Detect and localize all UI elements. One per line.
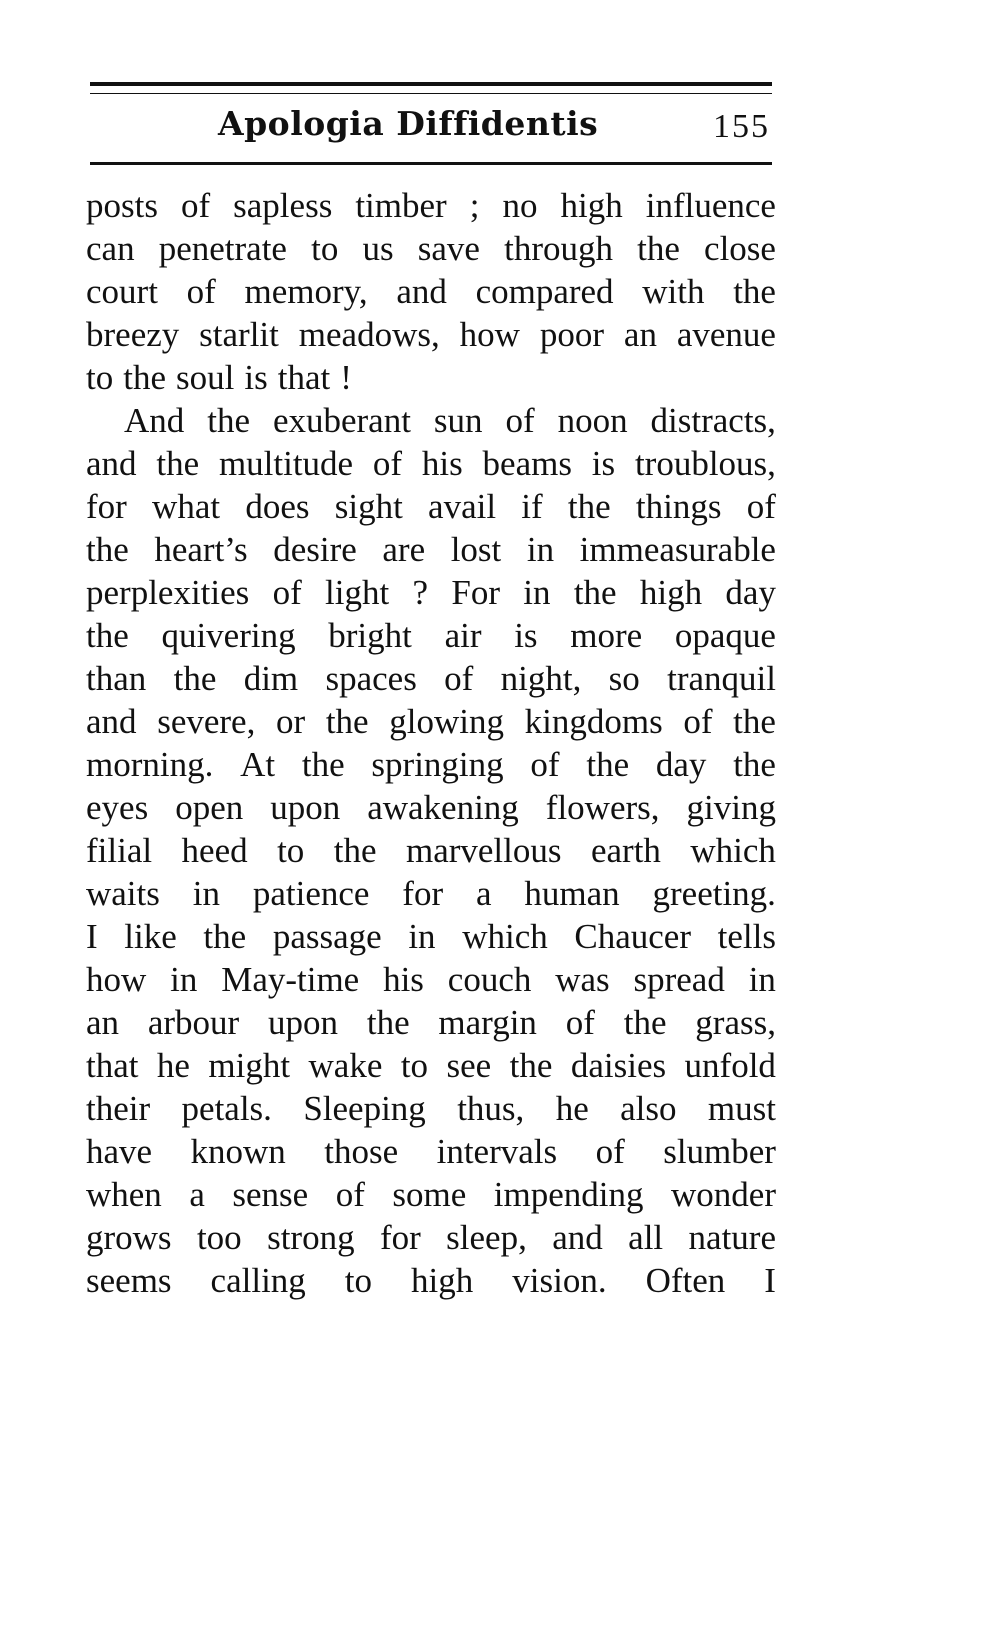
word: petals.: [181, 1089, 272, 1128]
word: quivering: [161, 616, 296, 655]
word: strong: [267, 1218, 355, 1257]
word: is: [591, 444, 616, 483]
word: heed: [181, 831, 248, 870]
text-line: [86, 872, 776, 915]
word: of: [335, 1175, 365, 1214]
word: perplexities: [86, 573, 250, 612]
word: tranquil: [667, 659, 776, 698]
word: of: [746, 487, 776, 526]
word: some: [392, 1175, 467, 1214]
word: kingdoms: [524, 702, 663, 741]
word: upon: [270, 788, 341, 827]
word: the: [156, 444, 200, 483]
word: high: [411, 1261, 474, 1300]
word: upon: [268, 1003, 339, 1042]
word: severe,: [157, 702, 256, 741]
word: awakening: [367, 788, 519, 827]
top-rule-thin: [90, 93, 772, 94]
word: calling: [210, 1261, 306, 1300]
word: the: [366, 1003, 410, 1042]
word: daisies: [570, 1046, 667, 1085]
word: too: [196, 1218, 242, 1257]
word: impending: [493, 1175, 644, 1214]
word: save: [417, 229, 480, 268]
word: all: [628, 1218, 664, 1257]
body-text: [86, 184, 776, 1302]
text-line: [86, 1044, 776, 1087]
word: his: [383, 960, 424, 999]
word: no: [502, 186, 538, 225]
word: day: [725, 573, 776, 612]
word: see: [446, 1046, 492, 1085]
word: morning.: [86, 745, 214, 784]
word: night,: [500, 659, 582, 698]
word: an: [86, 1003, 120, 1042]
word: spaces: [325, 659, 417, 698]
word: the: [86, 616, 129, 655]
word: sapless: [233, 186, 333, 225]
word: day: [655, 745, 707, 784]
text-line: [86, 1087, 776, 1130]
word: the: [623, 1003, 667, 1042]
word: unfold: [684, 1046, 776, 1085]
word: for: [402, 874, 444, 913]
word: ;: [469, 186, 480, 225]
word: seems: [86, 1261, 172, 1300]
text-line: [86, 958, 776, 1001]
word: heart’s: [154, 530, 248, 569]
word: of: [530, 745, 560, 784]
word: meadows,: [298, 315, 440, 354]
word: nature: [688, 1218, 776, 1257]
word: breezy: [86, 315, 180, 354]
word: waits: [86, 874, 160, 913]
word: and: [86, 444, 137, 483]
text-line: [86, 700, 776, 743]
word: than: [86, 659, 147, 698]
word: in: [170, 960, 198, 999]
word: are: [382, 530, 426, 569]
running-title: Apologia Diffidentis: [218, 104, 599, 143]
word: he: [555, 1089, 589, 1128]
word: light: [325, 573, 390, 612]
word: to: [86, 358, 114, 397]
word: the: [637, 229, 680, 268]
word: have: [86, 1132, 153, 1171]
word: how: [459, 315, 520, 354]
word: the: [333, 831, 377, 870]
word: the: [509, 1046, 553, 1085]
text-line: [86, 1173, 776, 1216]
word: compared: [475, 272, 614, 311]
word: in: [526, 530, 555, 569]
word: of: [180, 186, 211, 225]
word: Sleeping: [303, 1089, 426, 1128]
word: of: [372, 444, 403, 483]
word: timber: [355, 186, 447, 225]
word: the: [733, 272, 776, 311]
word: is: [514, 616, 538, 655]
word: to: [277, 831, 305, 870]
word: glowing: [389, 702, 504, 741]
text-line: [86, 485, 776, 528]
text-line: [86, 313, 776, 356]
text-line: [86, 829, 776, 872]
word: the: [203, 917, 247, 956]
word: or: [276, 702, 306, 741]
word: avenue: [676, 315, 776, 354]
word: filial: [86, 831, 153, 870]
text-line: [86, 528, 776, 571]
word: things: [635, 487, 722, 526]
word: !: [340, 358, 352, 397]
word: Often: [645, 1261, 726, 1300]
word: does: [245, 487, 310, 526]
word: sun: [433, 401, 483, 440]
word: which: [462, 917, 548, 956]
word: slumber: [663, 1132, 776, 1171]
text-line: [86, 1216, 776, 1259]
text-line: [86, 1130, 776, 1173]
word: can: [86, 229, 135, 268]
word: For: [451, 573, 500, 612]
word: close: [704, 229, 776, 268]
word: memory,: [244, 272, 368, 311]
word: springing: [371, 745, 504, 784]
text-line: [86, 184, 776, 227]
top-rule-thick: [90, 82, 772, 86]
word: those: [324, 1132, 399, 1171]
word: and: [552, 1218, 603, 1257]
word: open: [175, 788, 244, 827]
word: that: [277, 358, 331, 397]
word: penetrate: [158, 229, 287, 268]
word: patience: [252, 874, 370, 913]
word: with: [642, 272, 705, 311]
word: and: [396, 272, 447, 311]
word: I: [764, 1261, 776, 1300]
word: May-time: [221, 960, 360, 999]
word: which: [690, 831, 776, 870]
text-line: [86, 657, 776, 700]
word: beams: [482, 444, 572, 483]
word: grows: [86, 1218, 172, 1257]
text-line: [86, 1259, 776, 1302]
word: must: [707, 1089, 776, 1128]
word: of: [272, 573, 302, 612]
word: posts: [86, 186, 158, 225]
word: margin: [438, 1003, 537, 1042]
word: And: [124, 401, 185, 440]
word: the: [586, 745, 630, 784]
text-line: [86, 743, 776, 786]
word: wake: [308, 1046, 383, 1085]
word: the: [301, 745, 345, 784]
word: was: [555, 960, 610, 999]
word: the: [207, 401, 250, 440]
word: eyes: [86, 788, 149, 827]
text-line: [86, 786, 776, 829]
text-line: [86, 1001, 776, 1044]
word: distracts,: [650, 401, 776, 440]
word: might: [208, 1046, 291, 1085]
word: thus,: [457, 1089, 525, 1128]
word: the: [567, 487, 611, 526]
word: like: [124, 917, 177, 956]
word: immeasurable: [579, 530, 776, 569]
word: lost: [450, 530, 502, 569]
word: human: [524, 874, 620, 913]
word: the: [733, 745, 776, 784]
word: arbour: [147, 1003, 240, 1042]
word: multitude: [218, 444, 354, 483]
text-line: [86, 227, 776, 270]
word: flowers,: [545, 788, 660, 827]
word: to: [344, 1261, 373, 1300]
word: a: [189, 1175, 205, 1214]
word: the: [173, 659, 217, 698]
text-line: [86, 356, 776, 399]
word: earth: [590, 831, 661, 870]
word: an: [623, 315, 657, 354]
word: exuberant: [272, 401, 411, 440]
text-line: [86, 571, 776, 614]
word: the: [123, 358, 166, 397]
word: grass,: [695, 1003, 776, 1042]
header-rule: [90, 162, 772, 165]
word: sense: [232, 1175, 309, 1214]
word: to: [400, 1046, 429, 1085]
text-line: [86, 614, 776, 657]
page-number: 155: [713, 108, 770, 145]
word: of: [186, 272, 216, 311]
word: the: [86, 530, 129, 569]
word: for: [86, 487, 127, 526]
word: troublous,: [634, 444, 776, 483]
word: passage: [272, 917, 382, 956]
word: he: [156, 1046, 190, 1085]
word: court: [86, 272, 158, 311]
word: bright: [328, 616, 412, 655]
word: sight: [334, 487, 403, 526]
word: known: [190, 1132, 286, 1171]
word: noon: [557, 401, 628, 440]
word: intervals: [436, 1132, 558, 1171]
word: how: [86, 960, 147, 999]
word: of: [565, 1003, 595, 1042]
word: in: [192, 874, 220, 913]
word: giving: [686, 788, 776, 827]
word: vision.: [512, 1261, 607, 1300]
word: high: [639, 573, 703, 612]
word: more: [570, 616, 643, 655]
word: opaque: [674, 616, 776, 655]
word: ?: [412, 573, 429, 612]
word: is: [244, 358, 268, 397]
text-line: [86, 270, 776, 313]
word: the: [733, 702, 776, 741]
word: of: [444, 659, 474, 698]
word: I: [86, 917, 98, 956]
word: of: [595, 1132, 625, 1171]
word: and: [86, 702, 137, 741]
word: greeting.: [652, 874, 776, 913]
word: couch: [447, 960, 532, 999]
word: wonder: [671, 1175, 776, 1214]
word: in: [748, 960, 776, 999]
text-line: [86, 915, 776, 958]
word: desire: [273, 530, 357, 569]
word: for: [379, 1218, 421, 1257]
word: sleep,: [446, 1218, 527, 1257]
word: marvellous: [405, 831, 562, 870]
word: soul: [176, 358, 235, 397]
word: of: [505, 401, 535, 440]
word: through: [504, 229, 613, 268]
word: the: [325, 702, 369, 741]
word: avail: [428, 487, 497, 526]
word: so: [608, 659, 640, 698]
word: the: [573, 573, 617, 612]
word: if: [521, 487, 543, 526]
word: what: [152, 487, 221, 526]
word: a: [475, 874, 492, 913]
word: that: [86, 1046, 139, 1085]
word: Chaucer: [574, 917, 691, 956]
text-line: [86, 399, 776, 442]
word: in: [408, 917, 436, 956]
word: also: [620, 1089, 677, 1128]
word: high: [560, 186, 623, 225]
word: At: [240, 745, 276, 784]
text-line: [86, 442, 776, 485]
word: tells: [717, 917, 776, 956]
word: us: [362, 229, 394, 268]
word: when: [86, 1175, 162, 1214]
word: his: [421, 444, 463, 483]
word: to: [311, 229, 339, 268]
word: dim: [243, 659, 299, 698]
word: spread: [633, 960, 725, 999]
word: influence: [645, 186, 776, 225]
word: their: [86, 1089, 151, 1128]
word: poor: [539, 315, 604, 354]
word: of: [683, 702, 713, 741]
word: starlit: [199, 315, 279, 354]
word: air: [444, 616, 482, 655]
word: in: [523, 573, 551, 612]
